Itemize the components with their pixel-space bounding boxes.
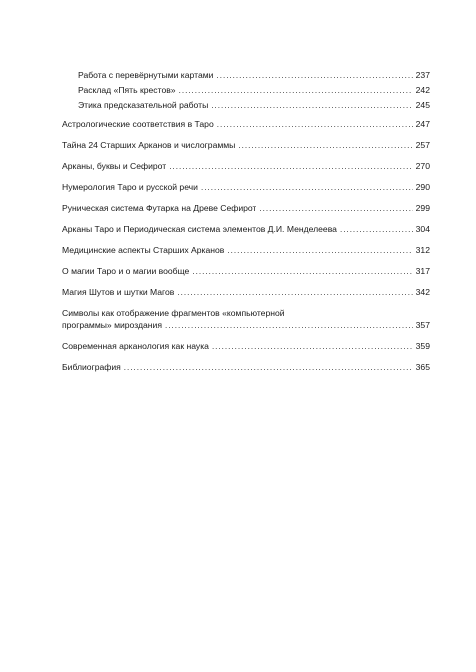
toc-entry-title-line1: Символы как отображение фрагментов «компьютерной: [62, 308, 285, 318]
toc-entry-title: Нумерология Таро и русской речи: [62, 182, 198, 192]
toc-entry-page: 365: [415, 362, 430, 372]
dot-leader: [124, 362, 413, 373]
toc-entry-title: Современная арканология как наука: [62, 341, 209, 351]
toc-entry-page: 237: [415, 70, 430, 80]
toc-entry-title: О магии Таро и о магии вообще: [62, 266, 190, 276]
toc-entry: [62, 224, 430, 235]
toc-entry-title: Библиография: [62, 362, 121, 372]
dot-leader: [340, 224, 413, 235]
dot-leader: [169, 161, 412, 172]
toc-entry-title-row: [62, 320, 430, 331]
dot-leader: [259, 203, 412, 214]
toc-entry-title: Руническая система Футарка на Древе Сефирот: [62, 203, 257, 213]
dot-leader: [217, 119, 413, 130]
toc-entry-title: Расклад «Пять крестов»: [78, 85, 176, 95]
dot-leader: [227, 245, 412, 256]
toc-entry-page: 270: [415, 161, 430, 171]
toc-entry-page: 247: [415, 119, 430, 129]
toc-entry: [62, 362, 430, 373]
dot-leader: [212, 341, 413, 352]
toc-entry-page: 257: [415, 140, 430, 150]
toc-entry: [62, 266, 430, 277]
dot-leader: [201, 182, 413, 193]
toc-entry-page: 290: [415, 182, 430, 192]
toc-entry-title: Работа с перевёрнутыми картами: [78, 70, 214, 80]
table-of-contents: [62, 66, 430, 373]
toc-entry: [62, 341, 430, 352]
dot-leader: [238, 140, 412, 151]
toc-entry-page: 317: [415, 266, 430, 276]
dot-leader: [165, 320, 413, 331]
toc-entry-page: 304: [415, 224, 430, 234]
toc-entry: [62, 287, 430, 298]
toc-entry-page: 312: [415, 245, 430, 255]
toc-entry-page: 242: [415, 85, 430, 95]
dot-leader: [192, 266, 412, 277]
toc-entry-title-line2: программы» мироздания: [62, 320, 162, 330]
toc-entry: [62, 203, 430, 214]
dot-leader: [177, 287, 412, 298]
dot-leader: [179, 85, 413, 96]
toc-entry-page: 245: [415, 100, 430, 110]
toc-entry-title: Арканы, буквы и Сефирот: [62, 161, 167, 171]
toc-entry: [62, 182, 430, 193]
toc-entry: [62, 308, 430, 331]
dot-leader: [216, 70, 412, 81]
toc-entry-page: 299: [415, 203, 430, 213]
toc-entry-title: Тайна 24 Старших Арканов и числограммы: [62, 140, 236, 150]
toc-entry-title: Арканы Таро и Периодическая система элементов Д.И. Менделеева: [62, 224, 337, 234]
toc-entry-page: 359: [415, 341, 430, 351]
toc-entry-title: Астрологические соответствия в Таро: [62, 119, 214, 129]
toc-entry-page: 357: [415, 320, 430, 330]
toc-entry-page: 342: [415, 287, 430, 297]
toc-entry: [62, 245, 430, 256]
toc-entry-title: Медицинские аспекты Старших Арканов: [62, 245, 225, 255]
toc-entry: [62, 119, 430, 130]
toc-entry-title: Этика предсказательной работы: [78, 100, 209, 110]
dot-leader: [211, 100, 412, 111]
toc-entry: [62, 140, 430, 151]
toc-entry: [62, 96, 430, 111]
toc-entry: [62, 66, 430, 81]
toc-entry: [62, 81, 430, 96]
toc-entry: [62, 161, 430, 172]
toc-entry-title: Магия Шутов и шутки Магов: [62, 287, 175, 297]
